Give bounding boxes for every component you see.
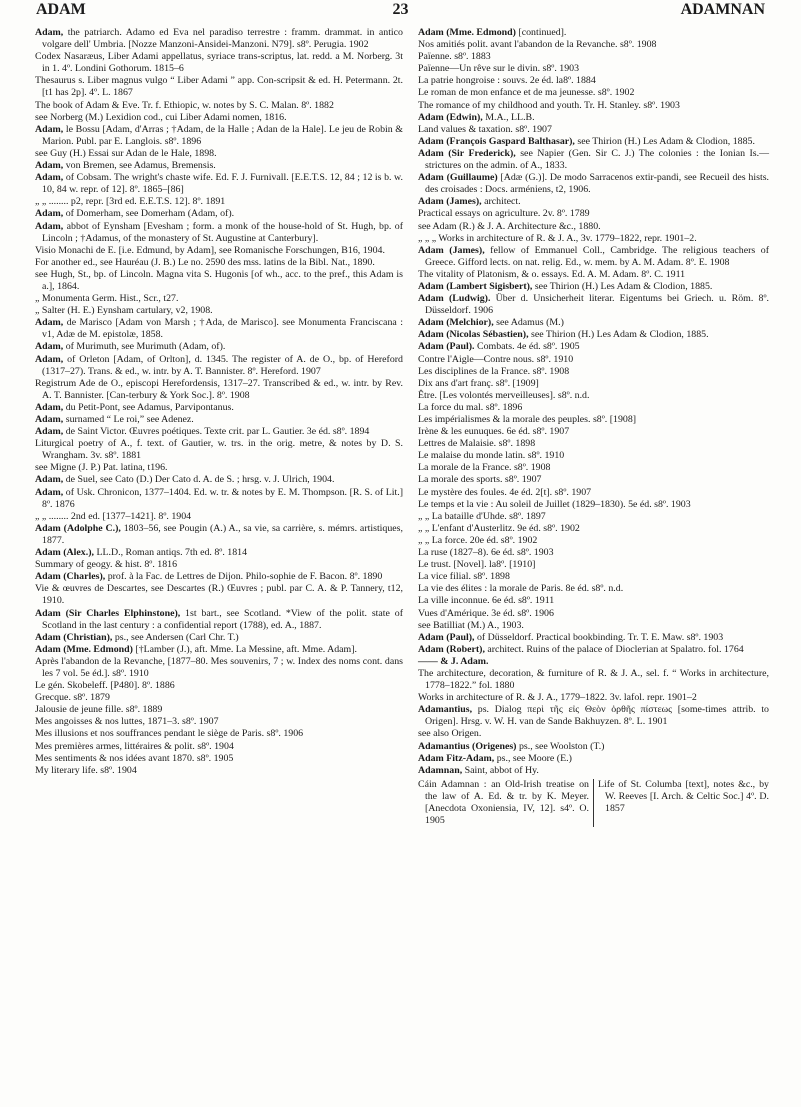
index-entry xyxy=(35,208,403,220)
index-entry xyxy=(35,608,403,632)
entry-text: Lettres de Malaisie. s8º. 1898 xyxy=(418,438,536,450)
index-entry xyxy=(35,402,403,414)
entry-text: Jalousie de jeune fille. s8º. 1889 xyxy=(35,704,163,716)
entry-text: The book of Adam & Eve. Tr. f. Ethiopic, w. notes by S. C. Malan. 8º. 1882 xyxy=(35,99,334,111)
index-entry xyxy=(418,112,769,124)
entry-heading: Adam (James), xyxy=(418,196,482,208)
entry-text: [Adæ (G.)]. De modo Sarracenos extir-pandi, see Recueil des hists. des croisades : Docs. arméniens, t2, 1906. xyxy=(425,172,770,196)
header-left: ADAM xyxy=(36,1,86,18)
index-entry xyxy=(418,100,769,112)
entry-text: Le mystère des foules. 4e éd. 2[t]. s8º. 1907 xyxy=(418,486,592,498)
index-entry xyxy=(35,100,403,112)
entry-heading: Adam, xyxy=(35,486,64,498)
entry-heading: Adam (Lambert Sigisbert), xyxy=(418,280,533,292)
entry-text: „ „ La bataille d'Uhde. s8º. 1897 xyxy=(418,510,546,522)
entry-text: ps., see Andersen (Carl Chr. T.) xyxy=(112,631,239,643)
entry-text: Le gén. Skobeleff. [P480]. 8º. 1886 xyxy=(35,680,175,692)
entry-text: see Hugh, St., bp. of Lincoln. Magna vita S. Hugonis [of wh., acc. to the pref., this Adam is a.], 1864. xyxy=(35,268,403,292)
entry-text: Land values & taxation. s8º. 1907 xyxy=(418,123,552,135)
page-header xyxy=(0,0,801,20)
entry-text: La morale des sports. s8º. 1907 xyxy=(418,474,542,486)
entry-text: La vie des élites : la morale de Paris. 8e éd. s8º. n.d. xyxy=(418,583,624,595)
entry-text: Works in architecture of R. & J. A., 1779–1822. 3v. lafol. repr. 1901–2 xyxy=(418,692,697,704)
entry-heading: Adam, xyxy=(35,414,64,425)
entry-text: Visio Monachi de E. [i.e. Edmund, by Adam], see Romanische Forschungen, B16, 1904. xyxy=(35,244,385,256)
entry-text: of Cobsam. The wright's chaste wife. Ed. F. J. Furnivall. [E.E.T.S. 12, 84 ; 12 is b. w. 10, 84 w. repr. of 12]. 8º. 1865–[86] xyxy=(42,172,403,196)
index-entry xyxy=(418,75,769,87)
index-entry xyxy=(35,221,403,245)
index-entry xyxy=(418,462,769,474)
index-entry xyxy=(418,438,769,450)
index-entry xyxy=(35,245,403,257)
page-number: 23 xyxy=(392,1,409,18)
index-entry xyxy=(35,741,403,753)
entry-text: The vitality of Platonism, & o. essays. Ed. A. M. Adam. 8º. C. 1911 xyxy=(418,268,686,280)
entry-text: Nos amitiés polit. avant l'abandon de la Revanche. s8º. 1908 xyxy=(418,39,657,51)
index-entry xyxy=(418,196,769,208)
entry-heading: Adam (Adolphe C.), xyxy=(35,522,121,534)
entry-text: Mes illusions et nos souffrances pendant le siège de Paris. s8º. 1906 xyxy=(35,728,304,740)
entry-text: Saint, abbot of Hy. xyxy=(462,764,539,776)
index-entry xyxy=(35,160,403,172)
index-entry xyxy=(418,341,769,353)
index-entry xyxy=(35,656,403,680)
index-entry xyxy=(418,39,769,51)
index-entry xyxy=(418,668,769,692)
entry-text: see Thirion (H.) Les Adam & Clodion, 1885. xyxy=(532,280,713,292)
index-entry xyxy=(35,438,403,462)
entry-heading: Adam, xyxy=(35,353,64,365)
entry-text: Thesaurus s. Liber magnus vulgo “ Liber Adami ” app. Con-scripsit & ed. H. Petermann. 2t. [t1 has 2p]. 4º. L. 1867 xyxy=(35,75,403,99)
index-entry xyxy=(418,329,769,341)
entry-text: [†Lamber (J.), aft. Mme. La Messine, aft. Mme. Adam]. xyxy=(132,643,357,655)
entry-text: Païenne—Un rêve sur le divin. s8º. 1903 xyxy=(418,63,580,75)
entry-text: Practical essays on agriculture. 2v. 8º. 1789 xyxy=(418,208,590,220)
index-entry xyxy=(35,559,403,571)
entry-text: Irène & les eunuques. 6e éd. s8º. 1907 xyxy=(418,426,570,438)
footnote-block xyxy=(418,779,769,827)
entry-text: M.A., LL.B. xyxy=(482,111,535,123)
entry-heading: Adam (Charles), xyxy=(35,571,106,583)
index-entry xyxy=(35,487,403,511)
entry-heading: Adam, xyxy=(35,160,64,172)
entry-text: Le temps et la vie : Au soleil de Juillet (1829–1830). 5e éd. s8º. 1903 xyxy=(418,498,691,510)
entry-text: La vice filial. s8º. 1898 xyxy=(418,571,510,583)
entry-text: Mes premières armes, littéraires & polit. s8º. 1904 xyxy=(35,740,234,752)
index-entry xyxy=(418,741,769,753)
entry-text: „ „ L'enfant d'Austerlitz. 9e éd. s8º. 1902 xyxy=(418,522,580,534)
index-entry xyxy=(35,75,403,99)
footnote-divider xyxy=(593,779,594,827)
index-entry xyxy=(418,487,769,499)
entry-heading: Adamantius, xyxy=(418,704,473,716)
entry-text: My literary life. s8º. 1904 xyxy=(35,764,137,776)
index-entry xyxy=(418,523,769,535)
index-entry xyxy=(35,269,403,293)
entry-heading: Adam (Mme. Edmond) xyxy=(35,643,133,655)
entry-text: see Thirion (H.) Les Adam & Clodion, 1885. xyxy=(574,135,755,147)
entry-text: Après l'abandon de la Revanche, [1877–80. Mes souvenirs, 7 ; w. Index des noms cont. dans les 7 vol. 5e éd.]. s8º. 1910 xyxy=(35,655,403,679)
footnote-right: Life of St. Columba [text], notes &c., by W. Reeves [I. Arch. & Celtic Soc.] 4º. D. 1857 xyxy=(598,778,769,814)
entry-text: abbot of Eynsham [Evesham ; form. a monk of the house-hold of St. Hugh, bp. of Lincoln ; †Adamus, of the monastery of St. Augustine at Canterbury]. xyxy=(42,220,403,244)
index-entry xyxy=(418,51,769,63)
entry-heading: Adam (Paul), xyxy=(418,631,475,643)
entry-text: „ „ ........ 2nd ed. [1377–1421]. 8º. 1904 xyxy=(35,510,192,522)
index-entry xyxy=(35,51,403,75)
entry-heading: Adam (Alex.), xyxy=(35,547,94,559)
index-entry xyxy=(35,124,403,148)
index-entry xyxy=(35,571,403,583)
entry-text: „ Salter (H. E.) Eynsham cartulary, v2, 1908. xyxy=(35,305,213,317)
index-entry xyxy=(35,317,403,341)
index-entry xyxy=(35,414,403,426)
index-entry xyxy=(35,753,403,765)
index-entry xyxy=(418,221,769,233)
entry-text: Être. [Les volontés merveilleuses]. s8º. n.d. xyxy=(418,389,590,401)
entry-text: see Napier (Gen. Sir C. J.) The colonies : the Ionian Is.—strictures on the admin. of A., 1833. xyxy=(425,147,769,172)
entry-text: Le malaise du monde latin. s8º. 1910 xyxy=(418,450,565,462)
entry-text: de Saint Victor. Œuvres poétiques. Texte crit. par L. Gautier. 3e éd. s8º. 1894 xyxy=(63,426,370,438)
entry-text: see Adam (R.) & J. A. Architecture &c., 1880. xyxy=(418,220,601,232)
index-entry xyxy=(35,378,403,402)
index-entry xyxy=(35,716,403,728)
entry-text: de Marisco [Adam von Marsh ; †Ada, de Marisco]. see Monumenta Franciscana : v1, Adæ de M. epistolæ, 1858. xyxy=(42,317,403,341)
index-entry xyxy=(418,354,769,366)
entry-text: see Thirion (H.) Les Adam & Clodion, 1885. xyxy=(528,329,709,341)
entry-text: le Bossu [Adam, d'Arras ; †Adam, de la Halle ; Adan de la Hale]. Le jeu de Robin & Marion. Publ. par E. Langlois. s8º. 1896 xyxy=(42,123,403,147)
index-entry xyxy=(35,112,403,124)
index-entry xyxy=(35,257,403,269)
entry-heading: Adam, xyxy=(35,27,64,38)
index-entry xyxy=(35,354,403,378)
index-entry xyxy=(418,535,769,547)
entry-heading: Adam, xyxy=(35,474,64,486)
index-entry xyxy=(418,281,769,293)
index-entry xyxy=(418,644,769,656)
index-entry xyxy=(35,172,403,196)
entry-text: Les impérialismes & la morale des peuples. s8º. [1908] xyxy=(418,414,637,425)
entry-heading: Adam (James), xyxy=(418,244,485,256)
index-entry xyxy=(35,426,403,438)
entry-text: of Usk. Chronicon, 1377–1404. Ed. w. tr. & notes by E. M. Thompson. [R. S. of Lit.] 8º. 1876 xyxy=(42,486,403,510)
index-entry xyxy=(418,499,769,511)
entry-heading: Adam (Paul). xyxy=(418,341,475,353)
entry-text: see Norberg (M.) Lexidion cod., cui Liber Adami nomen, 1816. xyxy=(35,111,287,123)
index-entry xyxy=(35,632,403,644)
index-entry xyxy=(418,595,769,607)
entry-heading: —— & J. Adam. xyxy=(418,655,489,667)
entry-text: Païenne. s8º. 1883 xyxy=(418,51,491,63)
index-entry xyxy=(418,728,769,740)
entry-heading: Adam Fitz-Adam, xyxy=(418,752,495,764)
index-entry xyxy=(35,523,403,547)
entry-text: „ „ „ Works in architecture of R. & J. A., 3v. 1779–1822, repr. 1901–2. xyxy=(418,232,697,244)
index-entry xyxy=(418,608,769,620)
entry-text: ps., see Moore (E.) xyxy=(494,752,572,764)
entry-heading: Adam (Mme. Edmond) xyxy=(418,27,516,38)
entry-text: For another ed., see Hauréau (J. B.) Le no. 2590 des mss. latins de la Bibl. Nat., 1890. xyxy=(35,256,375,268)
entry-text: architect. xyxy=(481,196,521,208)
entry-text: Mes angoisses & nos luttes, 1871–3. s8º. 1907 xyxy=(35,716,219,728)
index-entry xyxy=(35,765,403,777)
index-entry xyxy=(418,378,769,390)
entry-heading: Adam, xyxy=(35,172,64,184)
index-entry xyxy=(418,559,769,571)
entry-text: Vie & œuvres de Descartes, see Descartes (R.) Œuvres ; publ. par C. A. & P. Tannery, t12, 1910. xyxy=(35,583,403,607)
entry-text: La ville inconnue. 6e éd. s8º. 1911 xyxy=(418,595,555,607)
entry-text: architect. Ruins of the palace of Dioclетian at Spalatro. fol. 1764 xyxy=(484,643,744,655)
entry-text: La force du mal. s8º. 1896 xyxy=(418,401,523,413)
entry-text: LL.D., Roman antiqs. 7th ed. 8º. 1814 xyxy=(93,547,248,559)
index-entry xyxy=(418,474,769,486)
entry-text: Codex Nasaræus, Liber Adami appellatus, syriace trans-scriptus, lat. redd. a M. Norberg. 3t in 1. 4º. Londini Gothorum. 1815–6 xyxy=(35,51,403,75)
index-entry xyxy=(418,63,769,75)
entry-text: fellow of Emmanuel Coll., Cambridge. The religious teachers of Greece. Gifford lects. on nat. relig. Ed., w. mem. by A. M. Adam. 8º. E. 1908 xyxy=(425,244,769,268)
entry-text: „ Monumenta Germ. Hist., Scr., t27. xyxy=(35,293,179,305)
entry-text: ps., see Woolston (T.) xyxy=(516,740,605,752)
index-entry xyxy=(35,704,403,716)
index-entry xyxy=(418,753,769,765)
entry-text: see also Origen. xyxy=(418,728,482,740)
index-entry xyxy=(418,390,769,402)
entry-text: of Düsseldorf. Practical bookbinding. Tr. T. E. Maw. s8º. 1903 xyxy=(474,631,724,643)
index-entry xyxy=(35,692,403,704)
entry-text: of Orleton [Adam, of Orlton], d. 1345. The register of A. de O., bp. of Hereford (1317–27). Trans. & ed., w. intr. by A. T. Bannister. 8º. Hereford. 1907 xyxy=(42,353,403,377)
index-entry xyxy=(418,124,769,136)
entry-heading: Adam (Ludwig). xyxy=(418,293,491,305)
entry-heading: Adam, xyxy=(35,123,64,135)
entry-heading: Adamnan, xyxy=(418,764,463,776)
entry-text: see Batilliat (M.) A., 1903. xyxy=(418,619,524,631)
entry-heading: Adam (François Gaspard Balthasar), xyxy=(418,135,575,147)
entry-text: Summary of geogy. & hist. 8º. 1816 xyxy=(35,559,178,571)
entry-text: surnamed “ Le roi,” see Adenez. xyxy=(63,414,194,425)
index-entry xyxy=(418,269,769,281)
entry-text: The architecture, decoration, & furniture of R. & J. A., sel. f. “ Works in architecture, 1778–1822.” fol. 1880 xyxy=(418,667,769,692)
index-entry xyxy=(418,245,769,269)
index-entry xyxy=(35,196,403,208)
index-entry xyxy=(418,402,769,414)
entry-text: Le trust. [Novel]. la8º. [1910] xyxy=(418,559,536,571)
entry-text: La patrie hongroise : souvs. 2e éd. la8º. 1884 xyxy=(418,75,596,87)
entry-text: 1803–56, see Pougin (A.) A., sa vie, sa carrière, s. mémrs. artistiques, 1877. xyxy=(42,522,403,546)
entry-text: Vues d'Amérique. 3e éd. s8º. 1906 xyxy=(418,607,554,619)
entry-text: [continued]. xyxy=(515,27,567,38)
index-entry xyxy=(418,317,769,329)
entry-heading: Adam, xyxy=(35,220,64,232)
entry-text: Les disciplines de la France. s8º. 1908 xyxy=(418,365,570,377)
index-entry xyxy=(35,341,403,353)
entry-text: of Murimuth, see Murimuth (Adam, of). xyxy=(63,341,226,353)
entry-text: de Suel, see Cato (D.) Der Cato d. A. de S. ; hrsg. v. J. Ulrich, 1904. xyxy=(63,474,335,486)
index-entry xyxy=(35,148,403,160)
entry-heading: Adam, xyxy=(35,341,64,353)
index-entry xyxy=(418,27,769,39)
index-entry xyxy=(35,27,403,51)
entry-heading: Adam, xyxy=(35,426,64,438)
entry-text: Liturgical poetry of A., f. text. of Gautier, w. trs. in the orig. metre, & notes by D. S. Wrangham. 3v. s8º. 1881 xyxy=(35,438,403,462)
entry-text: Grecque. s8º. 1879 xyxy=(35,692,110,704)
index-entry xyxy=(35,462,403,474)
index-entry xyxy=(35,511,403,523)
index-entry xyxy=(35,547,403,559)
index-entry xyxy=(418,172,769,196)
index-entry xyxy=(418,692,769,704)
index-entry xyxy=(418,571,769,583)
index-entry xyxy=(418,547,769,559)
entry-text: see Migne (J. P.) Pat. latina, t196. xyxy=(35,462,168,474)
entry-text: Le roman de mon enfance et de ma jeunesse. s8º. 1902 xyxy=(418,87,635,99)
entry-text: Dix ans d'art franç. s8º. [1909] xyxy=(418,377,539,389)
index-entry xyxy=(35,305,403,317)
index-entry xyxy=(418,632,769,644)
entry-text: „ „ La force. 20e éd. s8º. 1902 xyxy=(418,534,538,546)
entry-heading: Adam, xyxy=(35,401,64,413)
index-entry xyxy=(35,728,403,740)
entry-heading: Adam (Robert), xyxy=(418,643,485,655)
entry-text: Über d. Unsicherheit literar. Eigentums bei Griech. u. Röm. 8º. Düsseldorf. 1906 xyxy=(425,293,769,317)
index-entry xyxy=(418,87,769,99)
entry-heading: Adam (Nicolas Sébastien), xyxy=(418,329,529,341)
entry-text: La morale de la France. s8º. 1908 xyxy=(418,462,551,474)
entry-text: see Guy (H.) Essai sur Adan de le Hale, 1898. xyxy=(35,147,217,159)
entry-heading: Adam (Sir Frederick), xyxy=(418,147,516,159)
index-entry xyxy=(35,583,403,607)
entry-text: von Bremen, see Adamus, Bremensis. xyxy=(63,160,216,172)
index-entry xyxy=(418,656,769,668)
entry-text: Registrum Ade de O., episcopi Herefordensis, 1317–27. Transcribed & ed., w. intr. by Rev. A. T. Bannister. [Can-terbury & York Soc.]. 8º. 1908 xyxy=(35,377,403,401)
index-entry xyxy=(35,474,403,486)
entry-heading: Adamantius (Origenes) xyxy=(418,740,517,752)
entry-text: see Adamus (M.) xyxy=(493,317,564,329)
entry-heading: Adam (Melchior), xyxy=(418,317,494,329)
entry-text: the patriarch. Adamo ed Eva nel paradiso terrestre : framm. drammat. in antico volgare dell' Umbria. [Nozze Manzoni-Ansidei-Manzoni. N79]. s8º. Perugia. 1902 xyxy=(42,27,403,51)
index-entry xyxy=(418,148,769,172)
entry-text: of Domerham, see Domerham (Adam, of). xyxy=(63,208,235,220)
index-entry xyxy=(418,233,769,245)
index-entry xyxy=(418,765,769,777)
index-entry xyxy=(418,511,769,523)
index-entry xyxy=(35,644,403,656)
index-entry xyxy=(418,366,769,378)
index-entry xyxy=(35,293,403,305)
entry-text: Contre l'Aigle—Contre nous. s8º. 1910 xyxy=(418,353,574,365)
entry-text: Mes sentiments & nos idées avant 1870. s8º. 1905 xyxy=(35,752,234,764)
index-entry xyxy=(418,450,769,462)
entry-heading: Adam (Edwin), xyxy=(418,111,483,123)
left-column xyxy=(35,27,403,777)
entry-heading: Adam, xyxy=(35,317,64,329)
index-entry xyxy=(418,426,769,438)
index-entry xyxy=(418,583,769,595)
entry-text: 1st bart., see Scotland. *View of the polit. state of Scotland in the last century : a confidential report (1788), ed. A., 1887. xyxy=(42,607,404,631)
entry-text: The romance of my childhood and youth. Tr. H. Stanley. s8º. 1903 xyxy=(418,99,680,111)
index-entry xyxy=(35,680,403,692)
index-entry xyxy=(418,704,769,728)
right-column xyxy=(418,27,769,827)
entry-heading: Adam (Christian), xyxy=(35,631,113,643)
entry-heading: Adam (Guillaume) xyxy=(418,172,498,184)
entry-text: prof. à la Fac. de Lettres de Dijon. Philo-sophie de F. Bacon. 8º. 1890 xyxy=(105,571,383,583)
index-entry xyxy=(418,208,769,220)
entry-heading: Adam (Sir Charles Elphinstone), xyxy=(35,607,181,619)
entry-text: ps. Dialog περὶ τῆς εἰς Θεὸν ὀρθῆς πίστεως [some-times attrib. to Origen]. Hrsg. v. W. H. van de Sande Bakhuyzen. 8º. L. 1901 xyxy=(425,704,769,728)
index-entry xyxy=(418,136,769,148)
entry-text: du Petit-Pont, see Adamus, Parvipontanus. xyxy=(63,401,234,413)
entry-heading: Adam, xyxy=(35,208,64,220)
entry-text: Combats. 4e éd. s8º. 1905 xyxy=(474,341,580,353)
entry-text: „ „ ........ p2, repr. [3rd ed. E.E.T.S. 12]. 8º. 1891 xyxy=(35,196,226,208)
index-entry xyxy=(418,620,769,632)
header-right: ADAMNAN xyxy=(680,1,765,18)
footnote-left: Cáin Adamnan : an Old-Irish treatise on the law of A. Ed. & tr. by K. Meyer. [Anecdota Oxoniensia, IV, 12]. s4º. O. 1905 xyxy=(418,778,589,827)
entry-text: La ruse (1827–8). 6e éd. s8º. 1903 xyxy=(418,547,554,559)
index-entry xyxy=(418,293,769,317)
index-entry xyxy=(418,414,769,426)
